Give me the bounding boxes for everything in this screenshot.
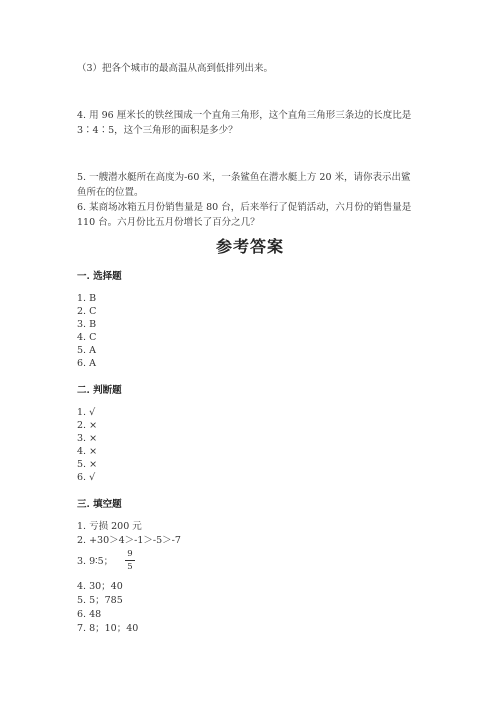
section-fill-heading: 三. 填空题 [77,499,122,510]
choice-answer: 5. A [77,345,96,356]
choice-answer: 3. B [77,319,97,330]
fill-answer-7: 7. 8；10；40 [77,623,139,634]
judgement-answer: 4. × [77,446,98,457]
question-4-line2: 3∶4∶5，这个三角形的面积是多少？ [77,125,238,136]
question-4-line1: 4. 用 96 厘米长的铁丝围成一个直角三角形，这个直角三角形三条边的长度比是 [77,110,412,121]
question-6-line2: 110 台。六月份比五月份增长了百分之几？ [77,217,260,228]
question-5-line1: 5. 一艘潜水艇所在高度为-60 米，一条鲨鱼在潜水艇上方 20 米，请你表示出鲨 [77,172,411,183]
choice-answer: 2. C [77,306,97,317]
fill-answer-2: 2. +30＞4＞-1＞-5＞-7 [77,535,181,546]
judgement-answer: 3. × [77,433,98,444]
choice-answer: 6. A [77,358,96,369]
judgement-answer: 1. √ [77,407,96,418]
question-6-line1: 6. 某商场冰箱五月份销售量是 80 台，后来举行了促销活动，六月份的销售量是 [77,202,412,213]
choice-answer: 1. B [77,293,97,304]
fill-answer-3: 3. 9∶5； [77,556,114,567]
judgement-answer: 6. √ [77,472,96,483]
section-judgement-heading: 二. 判断题 [77,385,122,396]
fraction-denominator: 5 [127,562,133,572]
fill-answer-4: 4. 30；40 [77,581,123,592]
fill-answer-5: 5. 5；785 [77,595,123,606]
section-choice-heading: 一. 选择题 [77,271,122,282]
choice-answer: 4. C [77,332,97,343]
fill-answer-1: 1. 亏损 200 元 [77,521,142,532]
fraction-bar [125,560,135,561]
question-5-line2: 鱼所在的位置。 [77,187,144,198]
answer-key-title: 参考答案 [215,237,284,256]
question-3-subpart: （3）把各个城市的最高温从高到低排列出来。 [77,63,274,74]
judgement-answer: 2. × [77,420,98,431]
fraction-numerator: 9 [127,549,133,559]
fill-answer-6: 6. 48 [77,609,102,620]
judgement-answer: 5. × [77,459,98,470]
